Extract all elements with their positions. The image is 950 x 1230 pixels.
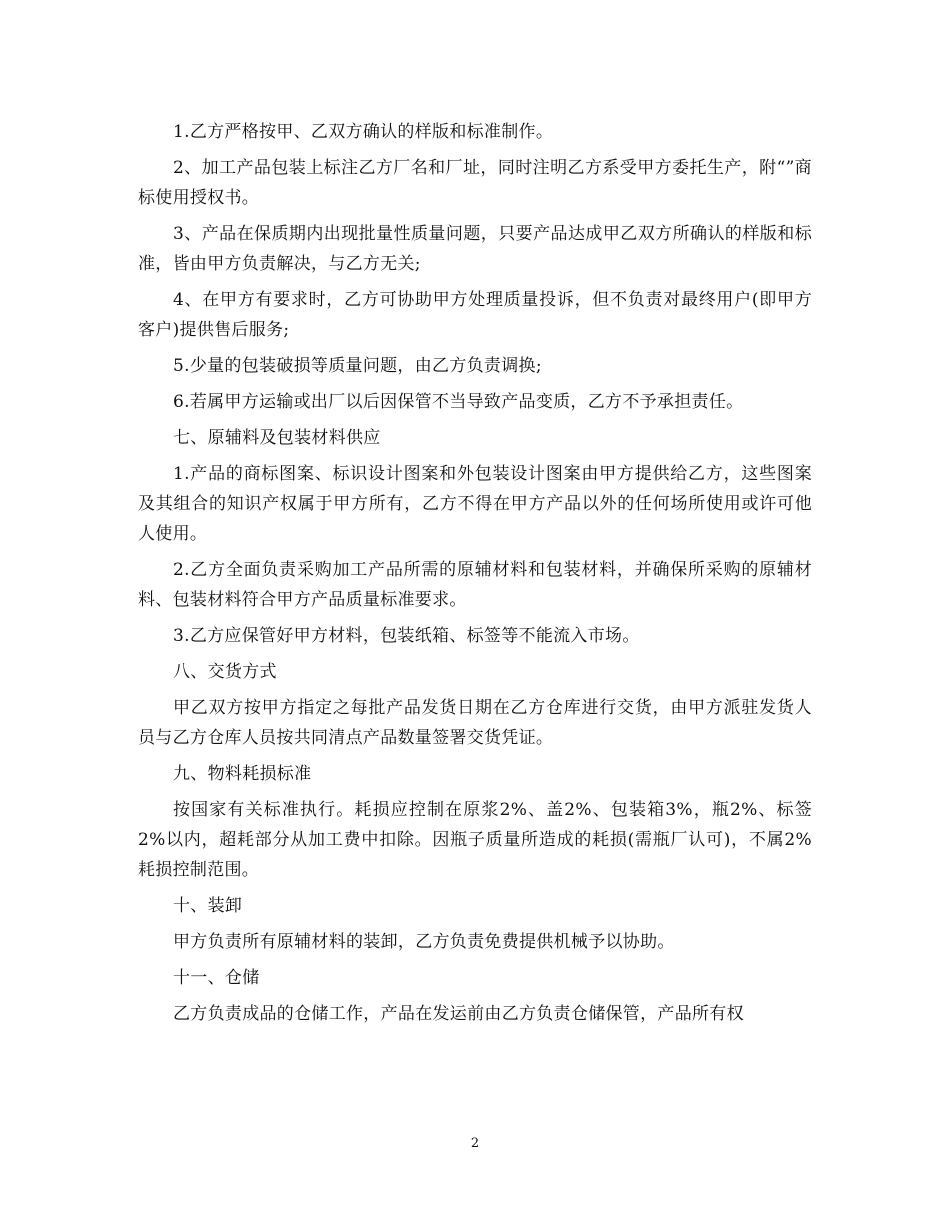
paragraph-7-3: 3.乙方应保管好甲方材料，包装纸箱、标签等不能流入市场。: [173, 626, 640, 646]
paragraph-2: 2、加工产品包装上标注乙方厂名和厂址，同时注明乙方系受甲方委托生产，附“”商标使用授权书。: [138, 158, 812, 208]
paragraph-5: 5.少量的包装破损等质量问题，由乙方负责调换;: [173, 356, 542, 376]
paragraph-1: 1.乙方严格按甲、乙双方确认的样版和标准制作。: [173, 122, 554, 142]
paragraph-7-2: 2.乙方全面负责采购加工产品所需的原辅材料和包装材料，并确保所采购的原辅材料、包装材料符合甲方产品质量标准要求。: [138, 560, 812, 610]
section-heading-11: 十一、仓储: [173, 968, 260, 988]
paragraph-10: 甲方负责所有原辅材料的装卸，乙方负责免费提供机械予以协助。: [173, 932, 675, 952]
paragraph-8: 甲乙双方按甲方指定之每批产品发货日期在乙方仓库进行交货，由甲方派驻发货人员与乙方仓库人员按共同清点产品数量签署交货凭证。: [138, 698, 812, 748]
paragraph-3: 3、产品在保质期内出现批量性质量问题，只要产品达成甲乙双方所确认的样版和标准，皆由甲方负责解决，与乙方无关;: [138, 224, 812, 274]
section-heading-9: 九、物料耗损标准: [173, 764, 312, 784]
document-body: [138, 117, 812, 1029]
paragraph-7-1: 1.产品的商标图案、标识设计图案和外包装设计图案由甲方提供给乙方，这些图案及其组合的知识产权属于甲方所有，乙方不得在甲方产品以外的任何场所使用或许可他人使用。: [138, 464, 812, 544]
page-number: 2: [470, 1136, 480, 1151]
paragraph-4: 4、在甲方有要求时，乙方可协助甲方处理质量投诉，但不负责对最终用户(即甲方客户)提供售后服务;: [138, 290, 812, 340]
paragraph-6: 6.若属甲方运输或出厂以后因保管不当导致产品变质，乙方不予承担责任。: [173, 392, 744, 412]
section-heading-10: 十、装卸: [173, 896, 243, 916]
section-heading-8: 八、交货方式: [173, 662, 277, 682]
paragraph-11: 乙方负责成品的仓储工作，产品在发运前由乙方负责仓储保管，产品所有权: [173, 1004, 744, 1024]
paragraph-9: 按国家有关标准执行。耗损应控制在原浆2%、盖2%、包装箱3%，瓶2%、标签2%以内，超耗部分从加工费中扣除。因瓶子质量所造成的耗损(需瓶厂认可)，不属2%耗损控制范围。: [138, 800, 812, 880]
section-heading-7: 七、原辅料及包装材料供应: [173, 428, 381, 448]
